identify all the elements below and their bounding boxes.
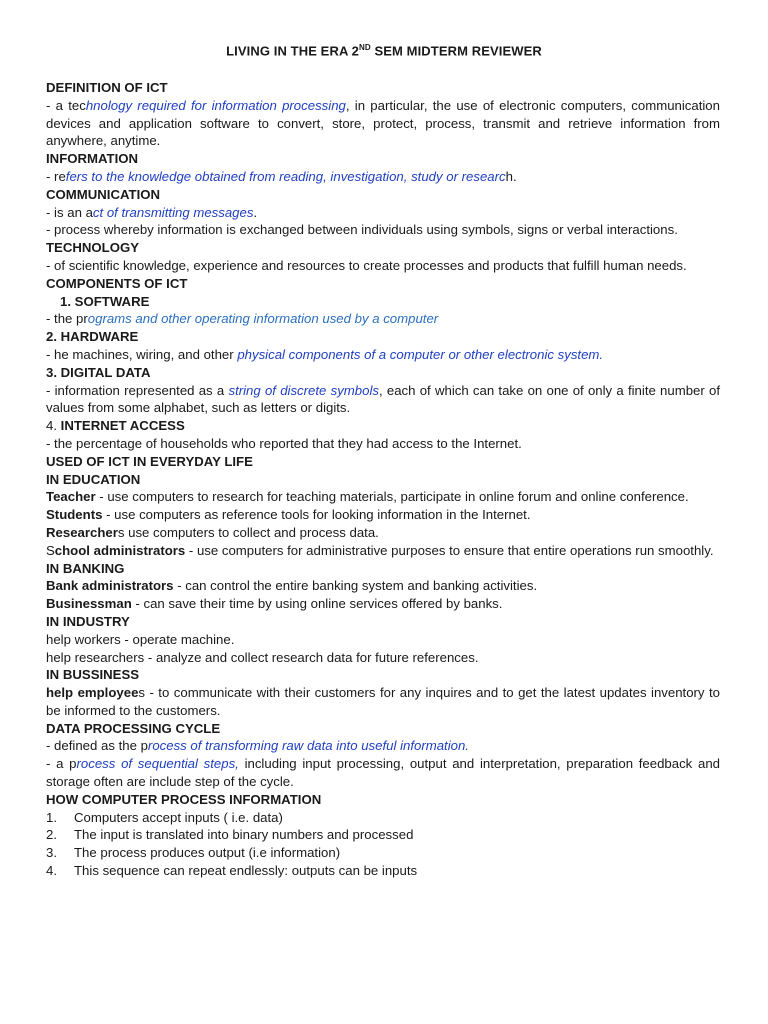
list-item: 2. The input is translated into binary numbers and processed: [46, 827, 414, 843]
heading-industry: IN INDUSTRY: [46, 613, 130, 629]
information-text: - refers to the knowledge obtained from reading, investigation, study or research.: [46, 168, 517, 184]
heading-used-ict: USED OF ICT IN EVERYDAY LIFE: [46, 453, 253, 469]
heading-software: 1. SOFTWARE: [60, 293, 150, 309]
heading-communication: COMMUNICATION: [46, 186, 161, 202]
industry-text-1: help workers - operate machine.: [46, 631, 235, 647]
dpc-text-2: - a process of sequential steps, including input processing, output and interpretation, preparation feedback and storage often are include step of the cycle.: [46, 756, 720, 790]
dpc-text-1: - defined as the process of transforming raw data into useful information.: [46, 738, 469, 754]
heading-education: IN EDUCATION: [46, 471, 141, 487]
heading-digital-data: 3. DIGITAL DATA: [46, 364, 151, 380]
students-text: Students - use computers as reference tools for looking information in the Internet.: [46, 507, 531, 523]
software-text: - the programs and other operating information used by a computer: [46, 311, 439, 327]
heading-hardware: 2. HARDWARE: [46, 329, 139, 345]
heading-technology: TECHNOLOGY: [46, 240, 140, 256]
businessman-text: Businessman - can save their time by using online services offered by banks.: [46, 596, 503, 612]
list-item: 3. The process produces output (i.e information): [46, 845, 341, 861]
hardware-text: - he machines, wiring, and other physical components of a computer or other electronic system.: [46, 346, 604, 362]
document-body: [46, 79, 720, 880]
internet-access-text: - the percentage of households who reported that they had access to the Internet.: [46, 435, 522, 451]
heading-components: COMPONENTS OF ICT: [46, 275, 188, 291]
researchers-text: Researchers use computers to collect and process data.: [46, 524, 379, 540]
list-item: 1. Computers accept inputs ( i.e. data): [46, 809, 283, 825]
heading-banking: IN BANKING: [46, 560, 125, 576]
teacher-text: Teacher - use computers to research for teaching materials, participate in online forum and online conference.: [46, 489, 689, 505]
bank-admin-text: Bank administrators - can control the entire banking system and banking activities.: [46, 578, 538, 594]
heading-data-processing-cycle: DATA PROCESSING CYCLE: [46, 720, 221, 736]
definition-ict-text: - a technology required for information processing, in particular, the use of electronic computers, communication devices and application software to convert, store, protect, process, transmit and retrieve information from anywhere, anytime.: [46, 97, 720, 149]
list-item: 4. This sequence can repeat endlessly: outputs can be inputs: [46, 863, 418, 879]
school-admin-text: School administrators - use computers for administrative purposes to ensure that entire operations run smoothly.: [46, 542, 714, 558]
heading-definition-ict: DEFINITION OF ICT: [46, 80, 168, 95]
technology-text: - of scientific knowledge, experience and resources to create processes and products that fulfill human needs.: [46, 257, 687, 273]
document-title: LIVING IN THE ERA 2ND SEM MIDTERM REVIEWER: [226, 43, 542, 59]
communication-text-2: - process whereby information is exchanged between individuals using symbols, signs or verbal interactions.: [46, 222, 678, 238]
heading-internet-access: 4. INTERNET ACCESS: [46, 418, 185, 434]
heading-business: IN BUSSINESS: [46, 667, 140, 683]
industry-text-2: help researchers - analyze and collect research data for future references.: [46, 649, 479, 665]
heading-how-computer-process: HOW COMPUTER PROCESS INFORMATION: [46, 791, 322, 807]
digital-data-text: - information represented as a string of discrete symbols, each of which can take on one of only a finite number of values from some alphabet, such as letters or digits.: [46, 382, 721, 416]
communication-text-1: - is an act of transmitting messages.: [46, 204, 258, 220]
business-text: help employees - to communicate with their customers for any inquires and to get the latest updates inventory to be informed to the customers.: [46, 685, 720, 718]
heading-information: INFORMATION: [46, 151, 139, 167]
